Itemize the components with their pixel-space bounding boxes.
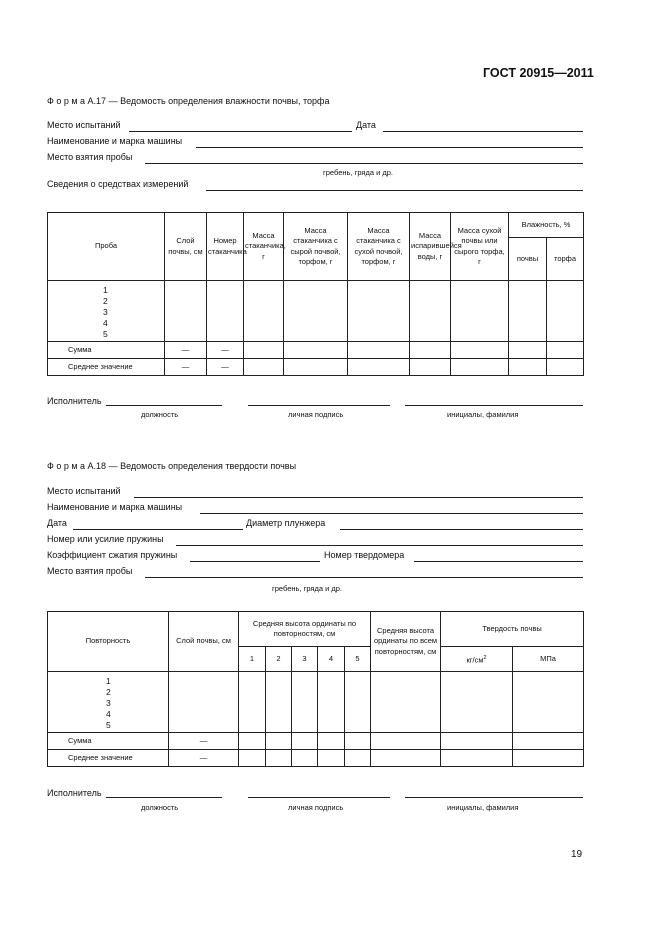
sample-1: 1 bbox=[103, 285, 108, 295]
table-cell[interactable] bbox=[371, 672, 441, 733]
form17-position-caption: должность bbox=[141, 410, 179, 419]
col-header-sample: Проба bbox=[48, 213, 165, 281]
table-cell[interactable] bbox=[292, 672, 318, 733]
table-cell[interactable] bbox=[266, 672, 292, 733]
mean-label: Среднее значение bbox=[48, 359, 165, 376]
sample-4: 4 bbox=[103, 318, 108, 328]
form17-date-label: Дата bbox=[356, 120, 376, 130]
form18-date-line[interactable] bbox=[73, 529, 243, 530]
col-header-humidity-peat: торфа bbox=[547, 238, 584, 281]
table-cell[interactable] bbox=[318, 672, 345, 733]
col-header-humidity: Влажность, % bbox=[509, 213, 584, 238]
sample-3: 3 bbox=[103, 307, 108, 317]
sample-1: 1 bbox=[106, 676, 111, 686]
table-cell[interactable] bbox=[509, 359, 547, 376]
form18-meter-line[interactable] bbox=[414, 561, 583, 562]
table-cell[interactable] bbox=[266, 733, 292, 750]
table-cell[interactable] bbox=[547, 359, 584, 376]
dash: — bbox=[165, 359, 207, 376]
standard-number: ГОСТ 20915—2011 bbox=[483, 66, 594, 80]
form17-signature-line[interactable] bbox=[248, 405, 390, 406]
form18-spring-label: Номер или усилие пружины bbox=[47, 534, 164, 544]
table-cell[interactable] bbox=[513, 672, 584, 733]
table-cell[interactable] bbox=[266, 750, 292, 767]
form18-signature-line[interactable] bbox=[248, 797, 390, 798]
sum-label: Сумма bbox=[48, 342, 165, 359]
table-cell[interactable] bbox=[547, 281, 584, 342]
form18-spring-line[interactable] bbox=[176, 545, 583, 546]
form17-table bbox=[47, 212, 584, 376]
table-cell[interactable] bbox=[509, 281, 547, 342]
form17-machine-line[interactable] bbox=[196, 147, 583, 148]
table-cell[interactable] bbox=[451, 359, 509, 376]
col-header-mean-all: Средняя высота ординаты по всем повторностям, см bbox=[371, 612, 441, 672]
table-cell[interactable] bbox=[410, 342, 451, 359]
table-cell[interactable] bbox=[451, 281, 509, 342]
form17-signature-caption: личная подпись bbox=[288, 410, 344, 419]
form18-initials-line[interactable] bbox=[405, 797, 583, 798]
table-row-sum bbox=[48, 733, 584, 750]
table-row-sum bbox=[48, 342, 584, 359]
table-cell[interactable] bbox=[284, 342, 348, 359]
table-cell[interactable] bbox=[441, 750, 513, 767]
table-cell[interactable] bbox=[284, 281, 348, 342]
table-cell[interactable] bbox=[244, 281, 284, 342]
col-header-dry-mass: Масса стаканчика с сухой почвой, торфом, г bbox=[348, 213, 410, 281]
col-header-cup-mass: Масса стаканчика, г bbox=[244, 213, 284, 281]
table-cell[interactable] bbox=[410, 359, 451, 376]
table-cell[interactable] bbox=[284, 359, 348, 376]
col-header-unit-mpa: МПа bbox=[513, 647, 584, 672]
page-number: 19 bbox=[571, 849, 583, 860]
form17-instruments-label: Сведения о средствах измерений bbox=[47, 179, 189, 189]
table-cell[interactable] bbox=[318, 733, 345, 750]
form17-machine-label: Наименование и марка машины bbox=[47, 136, 183, 146]
table-cell[interactable] bbox=[348, 342, 410, 359]
form18-position-caption: должность bbox=[141, 803, 179, 812]
form17-date-line[interactable] bbox=[383, 131, 583, 132]
table-cell[interactable] bbox=[345, 750, 371, 767]
dash: — bbox=[207, 342, 244, 359]
table-cell[interactable] bbox=[345, 672, 371, 733]
table-cell[interactable] bbox=[239, 750, 266, 767]
form18-site-line[interactable] bbox=[145, 577, 583, 578]
col-header-repeat: Повторность bbox=[48, 612, 169, 672]
form18-place-line[interactable] bbox=[134, 497, 583, 498]
form17-initials-line[interactable] bbox=[405, 405, 583, 406]
form17-executor-label: Исполнитель bbox=[47, 396, 102, 406]
form18-site-hint: гребень, гряда и др. bbox=[272, 584, 343, 593]
form18-compression-line[interactable] bbox=[190, 561, 320, 562]
sample-numbers bbox=[48, 281, 165, 342]
form18-date-label: Дата bbox=[47, 518, 67, 528]
col-header-cup-number: Номер стаканчика bbox=[207, 213, 244, 281]
col-header-avg-height: Средняя высота ординаты по повторностям, см bbox=[239, 612, 371, 647]
table-cell[interactable] bbox=[292, 733, 318, 750]
dash: — bbox=[207, 359, 244, 376]
form18-compression-label: Коэффициент сжатия пружины bbox=[47, 550, 178, 560]
table-cell[interactable] bbox=[207, 281, 244, 342]
form17-site-hint: гребень, гряда и др. bbox=[323, 168, 394, 177]
sample-5: 5 bbox=[103, 329, 108, 339]
col-header-hardness: Твердость почвы bbox=[441, 612, 584, 647]
sample-2: 2 bbox=[106, 687, 111, 697]
form18-signature-caption: личная подпись bbox=[288, 803, 344, 812]
col-header-humidity-soil: почвы bbox=[509, 238, 547, 281]
table-cell[interactable] bbox=[239, 672, 266, 733]
mean-label: Среднее значение bbox=[48, 750, 169, 767]
table-cell[interactable] bbox=[345, 733, 371, 750]
table-cell[interactable] bbox=[441, 672, 513, 733]
table-row-mean bbox=[48, 359, 584, 376]
table-cell[interactable] bbox=[244, 342, 284, 359]
sample-4: 4 bbox=[106, 709, 111, 719]
form17-initials-caption: инициалы, фамилия bbox=[447, 410, 519, 419]
table-cell[interactable] bbox=[348, 281, 410, 342]
table-cell[interactable] bbox=[371, 733, 441, 750]
form18-place-label: Место испытаний bbox=[47, 486, 121, 496]
sample-3: 3 bbox=[106, 698, 111, 708]
table-cell[interactable] bbox=[513, 733, 584, 750]
table-cell[interactable] bbox=[509, 342, 547, 359]
form17-title: Ф о р м а А.17 — Ведомость определения влажности почвы, торфа bbox=[47, 96, 330, 106]
col-header-dry-soil-mass: Масса сухой почвы или сырого торфа, г bbox=[451, 213, 509, 281]
dash: — bbox=[165, 342, 207, 359]
col-header-repeat-3: 3 bbox=[292, 647, 318, 672]
form18-meter-label: Номер твердомера bbox=[324, 550, 405, 560]
form18-title: Ф о р м а А.18 — Ведомость определения твердости почвы bbox=[47, 461, 297, 471]
table-cell[interactable] bbox=[165, 281, 207, 342]
form17-position-line[interactable] bbox=[106, 405, 222, 406]
table-cell[interactable] bbox=[451, 342, 509, 359]
form17-place-line[interactable] bbox=[129, 131, 352, 132]
col-header-repeat-1: 1 bbox=[239, 647, 266, 672]
form18-plunger-line[interactable] bbox=[340, 529, 583, 530]
form17-site-label: Место взятия пробы bbox=[47, 152, 133, 162]
sample-numbers bbox=[48, 672, 169, 733]
form18-table bbox=[47, 611, 584, 767]
table-cell[interactable] bbox=[318, 750, 345, 767]
dash: — bbox=[169, 733, 239, 750]
form18-machine-label: Наименование и марка машины bbox=[47, 502, 183, 512]
form18-initials-caption: инициалы, фамилия bbox=[447, 803, 519, 812]
table-cell[interactable] bbox=[239, 733, 266, 750]
col-header-repeat-5: 5 bbox=[345, 647, 371, 672]
table-row-mean bbox=[48, 750, 584, 767]
unit-kg-sup: 2 bbox=[483, 654, 487, 661]
sample-2: 2 bbox=[103, 296, 108, 306]
form17-site-line[interactable] bbox=[145, 163, 583, 164]
form18-executor-label: Исполнитель bbox=[47, 788, 102, 798]
table-cell[interactable] bbox=[441, 733, 513, 750]
col-header-water-mass: Масса испарившейся воды, г bbox=[410, 213, 451, 281]
table-cell[interactable] bbox=[244, 359, 284, 376]
col-header-layer: Слой почвы, см bbox=[169, 612, 239, 672]
col-header-wet-mass: Масса стаканчика с сырой почвой, торфом, г bbox=[284, 213, 348, 281]
col-header-unit-kg bbox=[441, 647, 513, 672]
table-cell[interactable] bbox=[513, 750, 584, 767]
form17-place-label: Место испытаний bbox=[47, 120, 121, 130]
unit-kg: кг/см bbox=[466, 655, 484, 664]
table-cell[interactable] bbox=[348, 359, 410, 376]
form18-site-label: Место взятия пробы bbox=[47, 566, 133, 576]
table-cell[interactable] bbox=[410, 281, 451, 342]
table-cell[interactable] bbox=[547, 342, 584, 359]
form17-instruments-line[interactable] bbox=[206, 190, 583, 191]
col-header-repeat-4: 4 bbox=[318, 647, 345, 672]
form18-plunger-label: Диаметр плунжера bbox=[246, 518, 326, 528]
sum-label: Сумма bbox=[48, 733, 169, 750]
sample-5: 5 bbox=[106, 720, 111, 730]
table-cell[interactable] bbox=[169, 672, 239, 733]
form18-machine-line[interactable] bbox=[200, 513, 583, 514]
col-header-repeat-2: 2 bbox=[266, 647, 292, 672]
col-header-layer: Слой почвы, см bbox=[165, 213, 207, 281]
table-cell[interactable] bbox=[371, 750, 441, 767]
dash: — bbox=[169, 750, 239, 767]
table-cell[interactable] bbox=[292, 750, 318, 767]
form18-position-line[interactable] bbox=[106, 797, 222, 798]
